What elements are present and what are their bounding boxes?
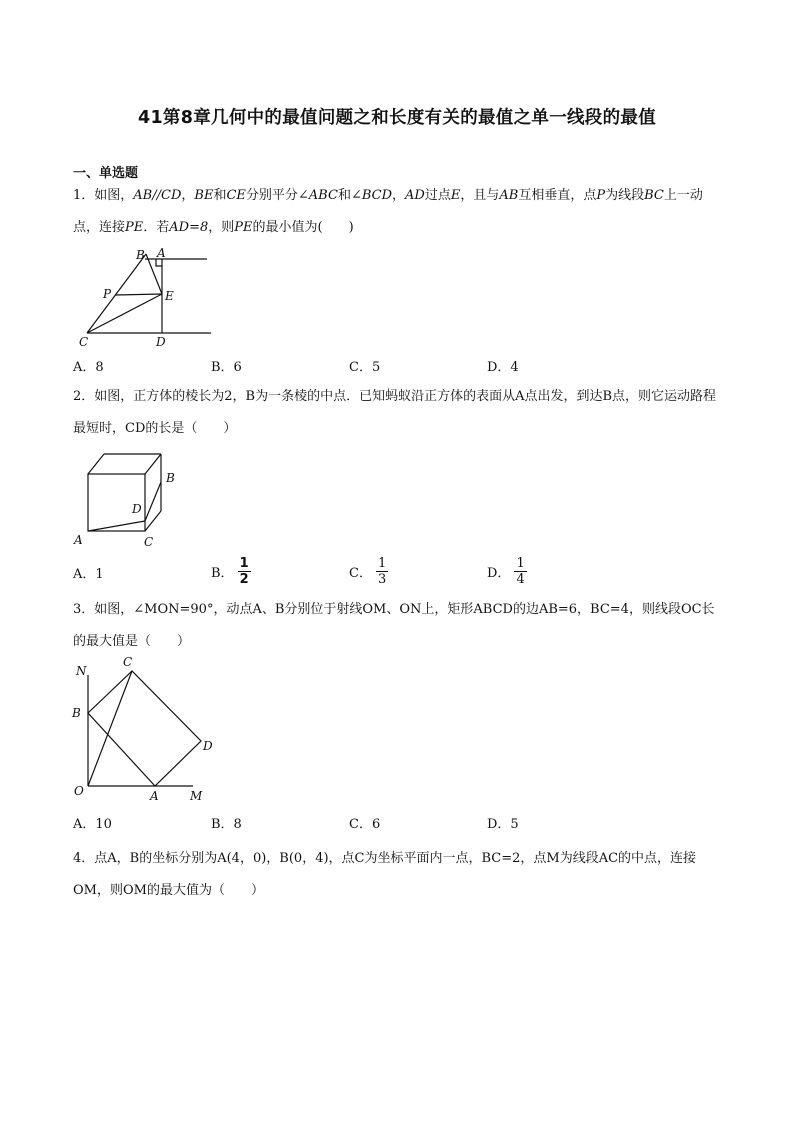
question-3 (73, 594, 723, 658)
question-text: 点A，B的坐标分别为A(4，0)，B(0，4)，点C为坐标平面内一点，BC=2，点M为线段AC的中点，连接OM，则OM的最大值为（ ） (73, 851, 697, 898)
rectangle-abcd (88, 671, 201, 786)
segment-oc (88, 671, 132, 786)
right-angle-mark (156, 259, 162, 266)
label-a: A (157, 246, 166, 260)
option-d[interactable]: D．5 (487, 817, 519, 832)
figure-3 (70, 651, 220, 807)
segment-be (146, 254, 162, 294)
figure-1 (75, 246, 215, 350)
page-title: 41第8章几何中的最值问题之和长度有关的最值之单一线段的最值 (137, 108, 657, 128)
question-1: 1．如图，AB//CD，BE和CE分别平分∠ABC和∠BCD，AD过点E，且与AB互相垂直，点P为线段BC上一动点，连接PE．若AD=8，则PE的最小值为( ) (73, 188, 703, 235)
label-a: A (74, 533, 83, 547)
label-b: B (166, 471, 175, 485)
option-d[interactable]: D．4 (487, 360, 519, 375)
label-d: D (132, 502, 142, 516)
option-b[interactable]: B．8 (211, 817, 242, 832)
option-c[interactable]: C． $\frac{1}{3}$ (349, 556, 387, 587)
segment-ce (87, 294, 162, 333)
label-e: E (165, 289, 174, 303)
option-a[interactable]: A．8 (73, 360, 104, 375)
label-b: B (72, 706, 81, 720)
fraction: $\frac{1}{3}$ (377, 556, 387, 587)
question-4 (73, 843, 723, 907)
question-number: 1． (73, 188, 95, 203)
option-c[interactable]: C．5 (349, 360, 381, 375)
label-d: D (203, 739, 213, 753)
option-d[interactable]: D． $\frac{1}{4}$ (487, 556, 525, 587)
question-number: 2． (73, 389, 95, 404)
path-d-to-b (145, 482, 161, 521)
option-b[interactable]: B． $\frac{1}{2}$ (211, 556, 249, 587)
option-a[interactable]: A．10 (73, 817, 112, 832)
segment-bc (87, 254, 146, 333)
label-o: O (74, 784, 84, 798)
label-c: C (79, 335, 89, 349)
label-a: A (150, 789, 159, 803)
figure-2 (72, 446, 184, 550)
question-text: 如图，正方体的棱长为2，B为一条棱的中点．已知蚂蚁沿正方体的表面从A点出发，到达B点，则它运动路程最短时，CD的长是（ ） (73, 389, 717, 436)
section-heading: 一、单选题 (73, 166, 139, 181)
options-3 (73, 813, 723, 843)
option-b[interactable]: B．6 (211, 360, 242, 375)
label-c: C (144, 535, 154, 549)
fraction: $\frac{1}{2}$ (239, 556, 249, 587)
label-n: N (76, 664, 87, 678)
question-text: 如图，∠MON=90°，动点A、B分别位于射线OM、ON上，矩形ABCD的边AB=6，BC=4，则线段OC长的最大值是（ ） (73, 602, 715, 649)
label-d: D (156, 335, 166, 349)
label-m: M (190, 789, 203, 803)
segment-pe (115, 294, 162, 295)
path-a-to-d (88, 521, 145, 531)
label-b: B (136, 248, 145, 262)
question-number: 4． (73, 851, 95, 866)
options-2 (73, 556, 723, 592)
question-2 (73, 381, 723, 445)
fraction: $\frac{1}{4}$ (516, 556, 525, 587)
option-c[interactable]: C．6 (349, 817, 381, 832)
question-number: 3． (73, 602, 95, 617)
label-c: C (123, 655, 133, 669)
cube-edge-top-left (88, 454, 104, 474)
label-p: P (103, 287, 112, 301)
cube-edge-top-right (145, 454, 161, 474)
option-a[interactable]: A．1 (73, 567, 104, 582)
